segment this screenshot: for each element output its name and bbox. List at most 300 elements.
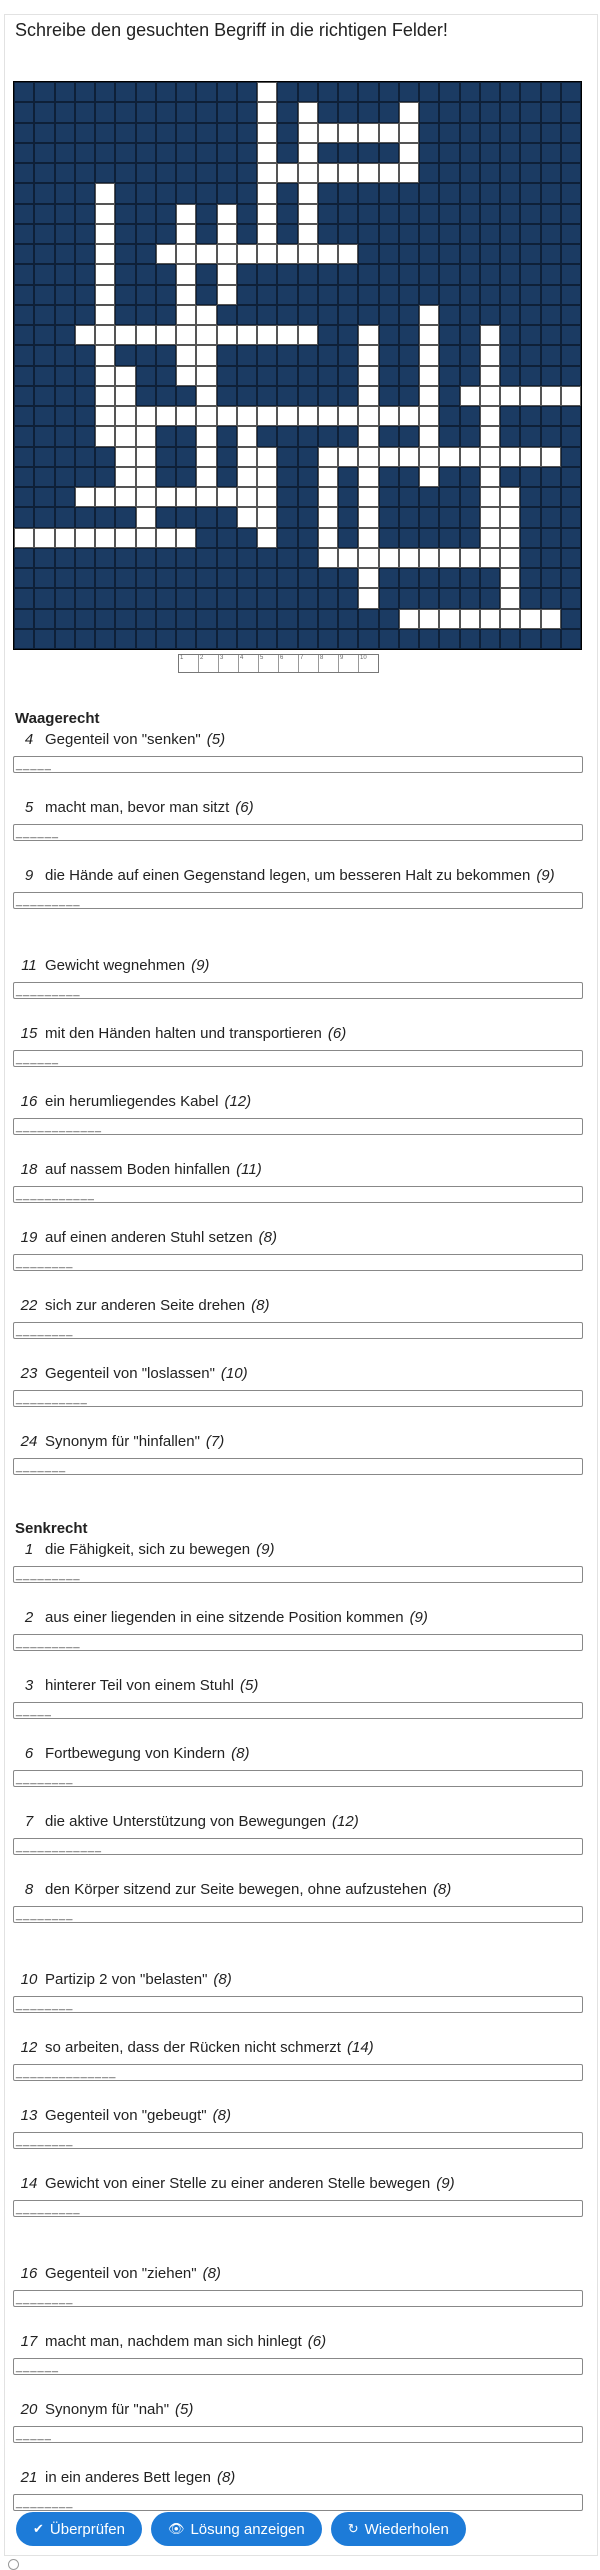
crossword-cell[interactable] bbox=[257, 528, 277, 548]
clue-item bbox=[13, 1540, 583, 1583]
blocked-cell bbox=[136, 143, 156, 163]
crossword-cell[interactable] bbox=[196, 244, 216, 264]
clue-description: Gewicht von einer Stelle zu einer anderen Stelle bewegen bbox=[45, 2175, 431, 2192]
clue-text bbox=[13, 1092, 583, 1112]
crossword-cell[interactable] bbox=[115, 528, 135, 548]
crossword-cell[interactable] bbox=[115, 487, 135, 507]
crossword-cell[interactable] bbox=[358, 366, 378, 386]
answer-input[interactable]: _ _ _ _ _ _ _ _ bbox=[13, 2132, 583, 2149]
crossword-cell[interactable] bbox=[358, 588, 378, 608]
crossword-cell[interactable] bbox=[176, 224, 196, 244]
crossword-cell[interactable] bbox=[399, 609, 419, 629]
crossword-cell[interactable] bbox=[217, 204, 237, 224]
crossword-cell[interactable] bbox=[95, 224, 115, 244]
crossword-cell[interactable] bbox=[95, 386, 115, 406]
crossword-cell[interactable] bbox=[298, 204, 318, 224]
answer-input[interactable]: _ _ _ _ _ bbox=[13, 1702, 583, 1719]
crossword-cell[interactable] bbox=[217, 487, 237, 507]
answer-input[interactable]: _ _ _ _ _ _ _ _ _ _ _ bbox=[13, 1186, 583, 1203]
check-button[interactable]: ✔ Überprüfen bbox=[16, 2512, 142, 2546]
blocked-cell bbox=[196, 609, 216, 629]
crossword-cell[interactable] bbox=[196, 305, 216, 325]
blocked-cell bbox=[358, 285, 378, 305]
crossword-cell[interactable] bbox=[338, 123, 358, 143]
crossword-cell[interactable] bbox=[520, 386, 540, 406]
crossword-cell[interactable] bbox=[318, 507, 338, 527]
blocked-cell bbox=[156, 143, 176, 163]
crossword-cell[interactable] bbox=[358, 548, 378, 568]
crossword-cell[interactable] bbox=[176, 528, 196, 548]
clue-description: auf nassem Boden hinfallen bbox=[45, 1161, 231, 1178]
blocked-cell bbox=[136, 204, 156, 224]
solution-box[interactable]: 9 bbox=[339, 655, 359, 672]
crossword-cell[interactable] bbox=[358, 325, 378, 345]
crossword-cell[interactable] bbox=[318, 406, 338, 426]
crossword-cell[interactable] bbox=[318, 548, 338, 568]
crossword-cell[interactable] bbox=[95, 305, 115, 325]
answer-input[interactable]: _ _ _ _ _ bbox=[13, 756, 583, 773]
crossword-cell[interactable] bbox=[358, 426, 378, 446]
crossword-cell[interactable] bbox=[95, 183, 115, 203]
crossword-cell[interactable] bbox=[176, 285, 196, 305]
blocked-cell bbox=[541, 528, 561, 548]
crossword-cell[interactable] bbox=[257, 467, 277, 487]
crossword-cell[interactable] bbox=[156, 528, 176, 548]
crossword-cell[interactable] bbox=[318, 528, 338, 548]
crossword-cell[interactable] bbox=[480, 548, 500, 568]
crossword-cell[interactable] bbox=[480, 406, 500, 426]
crossword-cell[interactable] bbox=[480, 325, 500, 345]
crossword-cell[interactable] bbox=[176, 264, 196, 284]
crossword-cell[interactable] bbox=[115, 447, 135, 467]
answer-input[interactable]: _ _ _ _ _ _ bbox=[13, 824, 583, 841]
crossword-cell[interactable] bbox=[237, 467, 257, 487]
blocked-cell bbox=[561, 345, 581, 365]
blocked-cell bbox=[196, 102, 216, 122]
crossword-cell[interactable] bbox=[379, 163, 399, 183]
blocked-cell bbox=[34, 386, 54, 406]
solution-box[interactable]: 6 bbox=[279, 655, 299, 672]
crossword-cell[interactable] bbox=[358, 568, 378, 588]
blocked-cell bbox=[75, 143, 95, 163]
crossword-cell[interactable] bbox=[176, 487, 196, 507]
crossword-cell[interactable] bbox=[439, 548, 459, 568]
crossword-cell[interactable] bbox=[338, 406, 358, 426]
crossword-cell[interactable] bbox=[318, 467, 338, 487]
crossword-cell[interactable] bbox=[95, 204, 115, 224]
answer-input[interactable]: _ _ _ _ _ _ _ _ bbox=[13, 1254, 583, 1271]
crossword-cell[interactable] bbox=[480, 507, 500, 527]
answer-input[interactable]: _ _ _ _ _ _ _ _ _ bbox=[13, 892, 583, 909]
clue-item bbox=[13, 2174, 583, 2217]
crossword-cell[interactable] bbox=[358, 345, 378, 365]
crossword-cell[interactable] bbox=[480, 386, 500, 406]
crossword-cell[interactable] bbox=[298, 102, 318, 122]
crossword-cell[interactable] bbox=[318, 447, 338, 467]
blocked-cell bbox=[561, 143, 581, 163]
crossword-cell[interactable] bbox=[115, 406, 135, 426]
crossword-cell[interactable] bbox=[237, 447, 257, 467]
crossword-cell[interactable] bbox=[338, 163, 358, 183]
answer-input[interactable]: _ _ _ _ _ bbox=[13, 2426, 583, 2443]
crossword-cell[interactable] bbox=[257, 507, 277, 527]
crossword-cell[interactable] bbox=[399, 123, 419, 143]
answer-input[interactable]: _ _ _ _ _ _ _ _ _ bbox=[13, 2200, 583, 2217]
crossword-cell[interactable] bbox=[277, 406, 297, 426]
crossword-cell[interactable] bbox=[419, 325, 439, 345]
crossword-cell[interactable] bbox=[419, 386, 439, 406]
crossword-cell[interactable] bbox=[237, 244, 257, 264]
solution-box[interactable]: 3 bbox=[219, 655, 239, 672]
crossword-cell[interactable] bbox=[75, 528, 95, 548]
crossword-cell[interactable] bbox=[196, 386, 216, 406]
crossword-cell[interactable] bbox=[379, 447, 399, 467]
blocked-cell bbox=[500, 264, 520, 284]
crossword-cell[interactable] bbox=[298, 163, 318, 183]
answer-input[interactable]: _ _ _ _ _ _ bbox=[13, 1050, 583, 1067]
crossword-cell[interactable] bbox=[217, 244, 237, 264]
crossword-cell[interactable] bbox=[500, 568, 520, 588]
blocked-cell bbox=[500, 345, 520, 365]
blocked-cell bbox=[237, 163, 257, 183]
crossword-cell[interactable] bbox=[277, 244, 297, 264]
blocked-cell bbox=[439, 386, 459, 406]
blocked-cell bbox=[541, 507, 561, 527]
crossword-cell[interactable] bbox=[500, 386, 520, 406]
crossword-cell[interactable] bbox=[500, 528, 520, 548]
crossword-cell[interactable] bbox=[136, 406, 156, 426]
crossword-cell[interactable] bbox=[379, 548, 399, 568]
crossword-cell[interactable] bbox=[460, 548, 480, 568]
crossword-cell[interactable] bbox=[399, 102, 419, 122]
crossword-cell[interactable] bbox=[298, 224, 318, 244]
crossword-cell[interactable] bbox=[136, 467, 156, 487]
crossword-cell[interactable] bbox=[217, 264, 237, 284]
crossword-cell[interactable] bbox=[75, 487, 95, 507]
blocked-cell bbox=[520, 588, 540, 608]
repeat-button[interactable]: ↻ Wiederholen bbox=[331, 2512, 466, 2546]
crossword-cell[interactable] bbox=[318, 244, 338, 264]
clue-text bbox=[13, 1160, 583, 1180]
crossword-cell[interactable] bbox=[257, 204, 277, 224]
crossword-cell[interactable] bbox=[399, 447, 419, 467]
crossword-cell[interactable] bbox=[115, 325, 135, 345]
crossword-cell[interactable] bbox=[115, 426, 135, 446]
crossword-cell[interactable] bbox=[196, 366, 216, 386]
blocked-cell bbox=[541, 568, 561, 588]
crossword-cell[interactable] bbox=[136, 528, 156, 548]
answer-input[interactable]: _ _ _ _ _ _ _ _ _ _ _ _ bbox=[13, 1118, 583, 1135]
crossword-cell[interactable] bbox=[217, 406, 237, 426]
crossword-cell[interactable] bbox=[358, 386, 378, 406]
crossword-cell[interactable] bbox=[399, 406, 419, 426]
action-buttons bbox=[16, 2512, 466, 2546]
crossword-cell[interactable] bbox=[500, 507, 520, 527]
answer-input[interactable]: _ _ _ _ _ _ _ _ _ bbox=[13, 982, 583, 999]
crossword-cell[interactable] bbox=[257, 183, 277, 203]
crossword-cell[interactable] bbox=[156, 487, 176, 507]
crossword-cell[interactable] bbox=[196, 447, 216, 467]
crossword-cell[interactable] bbox=[176, 366, 196, 386]
blocked-cell bbox=[338, 183, 358, 203]
blocked-cell bbox=[338, 528, 358, 548]
crossword-cell[interactable] bbox=[217, 224, 237, 244]
crossword-cell[interactable] bbox=[419, 426, 439, 446]
crossword-cell[interactable] bbox=[156, 244, 176, 264]
crossword-cell[interactable] bbox=[500, 588, 520, 608]
crossword-cell[interactable] bbox=[95, 406, 115, 426]
blocked-cell bbox=[115, 609, 135, 629]
answer-input[interactable]: _ _ _ _ _ _ _ _ _ _ bbox=[13, 1390, 583, 1407]
crossword-cell[interactable] bbox=[156, 406, 176, 426]
crossword-cell[interactable] bbox=[176, 325, 196, 345]
blocked-cell bbox=[156, 467, 176, 487]
crossword-cell[interactable] bbox=[196, 467, 216, 487]
crossword-cell[interactable] bbox=[541, 447, 561, 467]
crossword-cell[interactable] bbox=[55, 528, 75, 548]
solution-box[interactable]: 8 bbox=[319, 655, 339, 672]
crossword-cell[interactable] bbox=[379, 406, 399, 426]
crossword-cell[interactable] bbox=[257, 244, 277, 264]
blocked-cell bbox=[277, 507, 297, 527]
crossword-cell[interactable] bbox=[257, 224, 277, 244]
crossword-cell[interactable] bbox=[338, 548, 358, 568]
crossword-cell[interactable] bbox=[338, 244, 358, 264]
crossword-cell[interactable] bbox=[237, 325, 257, 345]
crossword-cell[interactable] bbox=[561, 386, 581, 406]
crossword-cell[interactable] bbox=[520, 609, 540, 629]
crossword-cell[interactable] bbox=[277, 325, 297, 345]
crossword-cell[interactable] bbox=[480, 426, 500, 446]
answer-input[interactable]: _ _ _ _ _ _ _ _ bbox=[13, 1770, 583, 1787]
crossword-cell[interactable] bbox=[439, 447, 459, 467]
crossword-cell[interactable] bbox=[298, 123, 318, 143]
answer-input[interactable]: _ _ _ _ _ _ _ _ _ bbox=[13, 1634, 583, 1651]
blocked-cell bbox=[480, 568, 500, 588]
blocked-cell bbox=[14, 143, 34, 163]
crossword-cell[interactable] bbox=[419, 467, 439, 487]
crossword-cell[interactable] bbox=[95, 426, 115, 446]
crossword-cell[interactable] bbox=[358, 123, 378, 143]
crossword-cell[interactable] bbox=[318, 487, 338, 507]
crossword-cell[interactable] bbox=[95, 244, 115, 264]
crossword-cell[interactable] bbox=[541, 386, 561, 406]
crossword-cell[interactable] bbox=[95, 325, 115, 345]
solution-box[interactable]: 10 bbox=[360, 655, 367, 661]
blocked-cell bbox=[460, 183, 480, 203]
crossword-cell[interactable] bbox=[500, 609, 520, 629]
crossword-cell[interactable] bbox=[95, 366, 115, 386]
crossword-cell[interactable] bbox=[277, 163, 297, 183]
crossword-cell[interactable] bbox=[358, 467, 378, 487]
clue-length: (6) bbox=[307, 2333, 327, 2350]
solution-box[interactable]: 2 bbox=[199, 655, 219, 672]
crossword-cell[interactable] bbox=[257, 447, 277, 467]
crossword-cell[interactable] bbox=[257, 123, 277, 143]
crossword-cell[interactable] bbox=[257, 82, 277, 102]
crossword-cell[interactable] bbox=[419, 548, 439, 568]
crossword-cell[interactable] bbox=[480, 609, 500, 629]
crossword-cell[interactable] bbox=[257, 143, 277, 163]
crossword-cell[interactable] bbox=[115, 366, 135, 386]
crossword-cell[interactable] bbox=[379, 123, 399, 143]
crossword-cell[interactable] bbox=[419, 366, 439, 386]
crossword-cell[interactable] bbox=[95, 264, 115, 284]
clue-length: (6) bbox=[235, 799, 254, 816]
crossword-cell[interactable] bbox=[136, 487, 156, 507]
crossword-cell[interactable] bbox=[298, 244, 318, 264]
blocked-cell bbox=[196, 507, 216, 527]
crossword-cell[interactable] bbox=[358, 163, 378, 183]
crossword-cell[interactable] bbox=[156, 325, 176, 345]
crossword-cell[interactable] bbox=[358, 406, 378, 426]
crossword-cell[interactable] bbox=[176, 244, 196, 264]
crossword-cell[interactable] bbox=[136, 507, 156, 527]
crossword-cell[interactable] bbox=[500, 487, 520, 507]
crossword-cell[interactable] bbox=[460, 386, 480, 406]
blocked-cell bbox=[277, 204, 297, 224]
crossword-cell[interactable] bbox=[257, 325, 277, 345]
blocked-cell bbox=[95, 82, 115, 102]
crossword-cell[interactable] bbox=[196, 406, 216, 426]
crossword-cell[interactable] bbox=[541, 609, 561, 629]
clue-number: 14 bbox=[20, 2175, 38, 2192]
crossword-cell[interactable] bbox=[115, 467, 135, 487]
blocked-cell bbox=[217, 102, 237, 122]
crossword-cell[interactable] bbox=[399, 143, 419, 163]
solution-box[interactable]: 4 bbox=[239, 655, 259, 672]
answer-input[interactable]: _ _ _ _ _ _ _ _ _ _ _ _ _ _ bbox=[13, 2064, 583, 2081]
crossword-cell[interactable] bbox=[136, 447, 156, 467]
crossword-cell[interactable] bbox=[419, 609, 439, 629]
blocked-cell bbox=[480, 285, 500, 305]
crossword-cell[interactable] bbox=[358, 528, 378, 548]
crossword-cell[interactable] bbox=[217, 325, 237, 345]
crossword-cell[interactable] bbox=[500, 447, 520, 467]
blocked-cell bbox=[75, 345, 95, 365]
crossword-cell[interactable] bbox=[14, 528, 34, 548]
crossword-cell[interactable] bbox=[217, 285, 237, 305]
crossword-cell[interactable] bbox=[439, 609, 459, 629]
crossword-cell[interactable] bbox=[358, 507, 378, 527]
answer-input[interactable]: _ _ _ _ _ _ _ bbox=[13, 1458, 583, 1475]
crossword-cell[interactable] bbox=[196, 345, 216, 365]
crossword-cell[interactable] bbox=[338, 447, 358, 467]
crossword-cell[interactable] bbox=[136, 325, 156, 345]
crossword-cell[interactable] bbox=[298, 406, 318, 426]
crossword-cell[interactable] bbox=[298, 143, 318, 163]
crossword-cell[interactable] bbox=[298, 183, 318, 203]
answer-input[interactable]: _ _ _ _ _ _ _ _ _ bbox=[13, 1566, 583, 1583]
crossword-cell[interactable] bbox=[419, 447, 439, 467]
blocked-cell bbox=[277, 123, 297, 143]
crossword-cell[interactable] bbox=[237, 487, 257, 507]
show-solution-button[interactable]: 👁 Lösung anzeigen bbox=[151, 2512, 322, 2546]
crossword-cell[interactable] bbox=[520, 447, 540, 467]
crossword-cell[interactable] bbox=[196, 487, 216, 507]
clue-number: 15 bbox=[20, 1025, 38, 1042]
crossword-cell[interactable] bbox=[115, 386, 135, 406]
crossword-cell[interactable] bbox=[196, 325, 216, 345]
answer-input[interactable]: _ _ _ _ _ _ bbox=[13, 2358, 583, 2375]
clue-item bbox=[13, 1608, 583, 1651]
blocked-cell bbox=[55, 629, 75, 649]
solution-box[interactable]: 1 bbox=[179, 655, 199, 672]
crossword-cell[interactable] bbox=[500, 548, 520, 568]
blocked-cell bbox=[298, 629, 318, 649]
crossword-cell[interactable] bbox=[480, 345, 500, 365]
crossword-cell[interactable] bbox=[480, 528, 500, 548]
crossword-cell[interactable] bbox=[257, 487, 277, 507]
crossword-cell[interactable] bbox=[358, 487, 378, 507]
crossword-cell[interactable] bbox=[176, 345, 196, 365]
answer-input[interactable]: _ _ _ _ _ _ _ _ bbox=[13, 2290, 583, 2307]
crossword-cell[interactable] bbox=[237, 507, 257, 527]
crossword-cell[interactable] bbox=[399, 163, 419, 183]
answer-input[interactable]: _ _ _ _ _ _ _ _ bbox=[13, 1996, 583, 2013]
crossword-cell[interactable] bbox=[480, 366, 500, 386]
crossword-cell[interactable] bbox=[358, 447, 378, 467]
crossword-cell[interactable] bbox=[419, 305, 439, 325]
crossword-cell[interactable] bbox=[460, 447, 480, 467]
blocked-cell bbox=[34, 224, 54, 244]
crossword-cell[interactable] bbox=[237, 426, 257, 446]
solution-box[interactable]: 5 bbox=[259, 655, 279, 672]
crossword-cell[interactable] bbox=[176, 406, 196, 426]
blocked-cell bbox=[237, 568, 257, 588]
crossword-cell[interactable] bbox=[34, 528, 54, 548]
crossword-cell[interactable] bbox=[399, 548, 419, 568]
crossword-cell[interactable] bbox=[480, 447, 500, 467]
solution-box[interactable]: 7 bbox=[299, 655, 319, 672]
crossword-cell[interactable] bbox=[176, 204, 196, 224]
blocked-cell bbox=[561, 548, 581, 568]
crossword-cell[interactable] bbox=[257, 406, 277, 426]
crossword-cell[interactable] bbox=[176, 305, 196, 325]
crossword-cell[interactable] bbox=[419, 406, 439, 426]
crossword-cell[interactable] bbox=[95, 528, 115, 548]
crossword-cell[interactable] bbox=[480, 467, 500, 487]
crossword-cell[interactable] bbox=[257, 163, 277, 183]
blocked-cell bbox=[379, 285, 399, 305]
crossword-cell[interactable] bbox=[257, 102, 277, 122]
answer-input[interactable]: _ _ _ _ _ _ _ _ _ _ _ _ bbox=[13, 1838, 583, 1855]
blocked-cell bbox=[156, 548, 176, 568]
crossword-cell[interactable] bbox=[75, 325, 95, 345]
answer-input[interactable]: _ _ _ _ _ _ _ _ bbox=[13, 1322, 583, 1339]
crossword-cell[interactable] bbox=[480, 487, 500, 507]
crossword-cell[interactable] bbox=[460, 609, 480, 629]
blocked-cell bbox=[338, 568, 358, 588]
blocked-cell bbox=[217, 568, 237, 588]
crossword-cell[interactable] bbox=[95, 345, 115, 365]
answer-input[interactable]: _ _ _ _ _ _ _ _ bbox=[13, 2494, 583, 2511]
crossword-cell[interactable] bbox=[298, 325, 318, 345]
crossword-cell[interactable] bbox=[318, 163, 338, 183]
answer-input[interactable]: _ _ _ _ _ _ _ _ bbox=[13, 1906, 583, 1923]
crossword-cell[interactable] bbox=[196, 426, 216, 446]
crossword-cell[interactable] bbox=[419, 345, 439, 365]
crossword-cell[interactable] bbox=[136, 426, 156, 446]
blocked-cell bbox=[500, 325, 520, 345]
crossword-cell[interactable] bbox=[318, 123, 338, 143]
blocked-cell bbox=[318, 325, 338, 345]
blocked-cell bbox=[298, 264, 318, 284]
crossword-cell[interactable] bbox=[95, 487, 115, 507]
clue-description: so arbeiten, dass der Rücken nicht schmerzt bbox=[45, 2039, 341, 2056]
crossword-cell[interactable] bbox=[237, 406, 257, 426]
crossword-cell[interactable] bbox=[95, 285, 115, 305]
